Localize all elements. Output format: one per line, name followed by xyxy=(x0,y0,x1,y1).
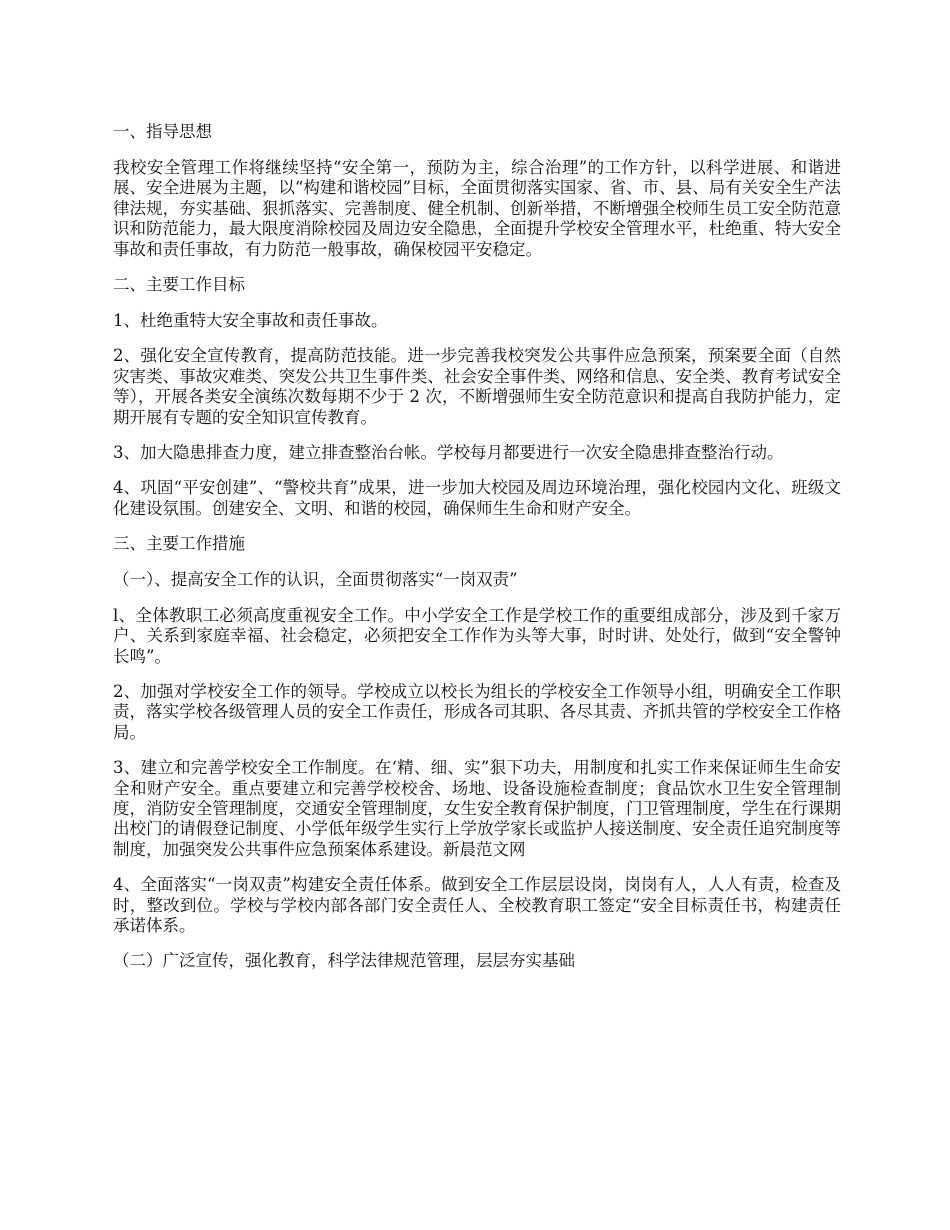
subsection-heading-1: （一）、提高安全工作的认识，全面贯彻落实“一岗双责” xyxy=(113,570,518,590)
goal-item-1: 1、杜绝重特大安全事故和责任事故。 xyxy=(113,311,388,331)
measure-item-1: l、全体教职工必须高度重视安全工作。中小学安全工作是学校工作的重要组成部分，涉及到千家万户、关系到家庭幸福、社会稳定，必须把安全工作作为头等大事，时时讲、处处行，做到“安全警钟长鸣”。 xyxy=(113,605,841,666)
document-page xyxy=(113,122,841,987)
section-heading-main-measures: 三、主要工作措施 xyxy=(113,534,245,554)
measure-item-4: 4、全面落实“一岗双责”构建安全责任体系。做到安全工作层层设岗，岗岗有人，人人有责，检查及时，整改到位。学校与学校内部各部门安全责任人、全校教育职工签定“安全目标责任书，构建责任承诺体系。 xyxy=(113,875,841,935)
subsection-heading-2: （二）广泛宣传，强化教育，科学法律规范管理，层层夯实基础 xyxy=(113,951,575,971)
section-heading-guiding-ideology: 一、指导思想 xyxy=(113,122,212,141)
section-heading-main-goals: 二、主要工作目标 xyxy=(113,275,245,295)
goal-item-2: 2、强化安全宣传教育，提高防范技能。进一步完善我校突发公共事件应急预案，预案要全面（自然灾害类、事故灾难类、突发公共卫生事件类、社会安全事件类、网络和信息、安全类、教育考试安全等），开展各类安全演练次数每期不少于 2 次，不断增强师生安全防范意识和提高自我防护能力，定期开展有专题的安全知识宣传教育。 xyxy=(113,346,841,427)
goal-item-4: 4、巩固“平安创建”、“警校共育”成果，进一步加大校园及周边环境治理，强化校园内文化、班级文化建设氛围。创建安全、文明、和谐的校园，确保师生生命和财产安全。 xyxy=(113,478,841,518)
measure-item-2: 2、加强对学校安全工作的领导。学校成立以校长为组长的学校安全工作领导小组，明确安全工作职责，落实学校各级管理人员的安全工作责任，形成各司其职、各尽其责、齐抓共管的学校安全工作格局。 xyxy=(113,681,841,742)
measure-item-3: 3、建立和完善学校安全工作制度。在‘精、细、实”狠下功夫，用制度和扎实工作来保证师生生命安全和财产安全。重点要建立和完善学校校舍、场地、设备设施检查制度；食品饮水卫生安全管理制度，消防安全管理制度，交通安全管理制度，女生安全教育保护制度，门卫管理制度，学生在行课期出校门的请假登记制度、小学低年级学生实行上学放学家长或监护人接送制度、安全责任追究制度等制度，加强突发公共事件应急预案体系建设。新晨范文网 xyxy=(113,758,841,859)
goal-item-3: 3、加大隐患排查力度，建立排查整治台帐。学校每月都要进行一次安全隐患排查整治行动。 xyxy=(113,443,784,463)
paragraph-guiding-ideology: 我校安全管理工作将继续坚持“安全第一，预防为主，综合治理”的工作方针，以科学进展、和谐进展、安全进展为主题，以“构建和谐校园”目标，全面贯彻落实国家、省、市、县、局有关安全生产法律法规，夯实基础、狠抓落实、完善制度、健全机制、创新举措，不断增强全校师生员工安全防范意识和防范能力，最大限度消除校园及周边安全隐患，全面提升学校安全管理水平，杜绝重、特大安全事故和责任事故，有力防范一般事故，确保校园平安稳定。 xyxy=(113,158,841,259)
